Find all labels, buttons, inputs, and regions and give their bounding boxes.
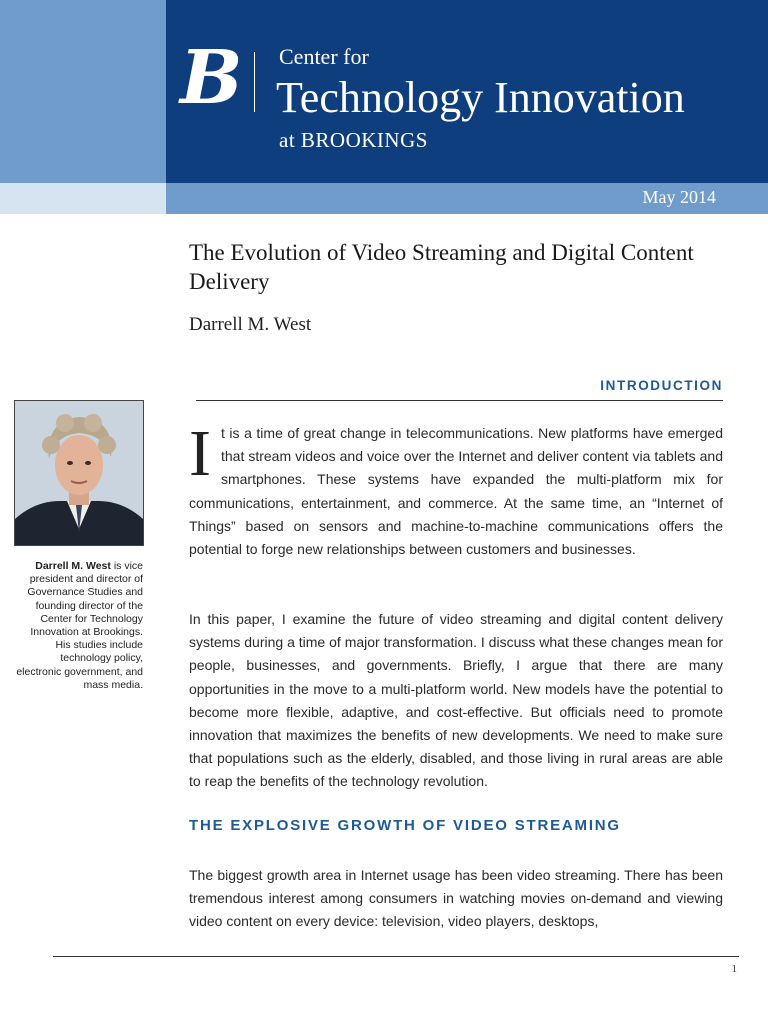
- logo-divider: [254, 52, 255, 112]
- logo-line-1: Center for: [279, 44, 369, 69]
- intro-p1-text: t is a time of great change in telecommunications. New platforms have emerged that stream videos and voice over the Internet and deliver content via tablets and smartphones. These systems have expanded the multi-platform mix for communications, entertainment, and commerce. At the same time, an “Internet of Things” based on sensors and machine-to-machine communications offers the potential to forge new relationships between customers and businesses.: [189, 425, 723, 558]
- introduction-paragraph-1: [189, 417, 723, 561]
- page-number: 1: [731, 963, 737, 975]
- header-band-left: [0, 0, 166, 183]
- brookings-logo-icon: B: [180, 35, 243, 121]
- footer-rule: [53, 956, 739, 957]
- bio-text: is vice president and director of Governance Studies and founding director of the Center for Technology Innovation at Brookings. His studies include technology policy, electronic government, and mass media.: [16, 560, 143, 691]
- bio-name: Darrell M. West: [35, 560, 111, 572]
- drop-cap: I: [189, 417, 211, 490]
- date-strip-left: [0, 183, 166, 214]
- publication-date: May 2014: [642, 187, 716, 207]
- logo-line-3: at BROOKINGS: [279, 128, 428, 152]
- explosive-growth-paragraph-1: The biggest growth area in Internet usage has been video streaming. There has been tremendous interest among consumers in watching movies on-demand and viewing video content on every device: television, video players, desktops,: [189, 867, 723, 930]
- explosive-growth-heading: THE EXPLOSIVE GROWTH OF VIDEO STREAMING: [189, 817, 621, 834]
- paper-title: The Evolution of Video Streaming and Digital Content Delivery: [189, 240, 694, 294]
- author-bio: [14, 560, 143, 692]
- author-portrait-icon: [15, 401, 143, 545]
- introduction-heading: INTRODUCTION: [600, 378, 723, 393]
- introduction-paragraph-2: In this paper, I examine the future of video streaming and digital content delivery systems during a time of major transformation. I discuss what these changes mean for people, businesses, and governments. Briefly, I argue that there are many opportunities in the move to a multi-platform world. New models have the potential to become more flexible, adaptive, and cost-effective. But officials need to promote innovation that maximizes the benefits of new developments. We need to make sure that populations such as the elderly, disabled, and those living in rural areas are able to reap the benefits of the technology revolution.: [189, 611, 723, 790]
- logo-line-2: Technology Innovation: [276, 73, 685, 122]
- author-photo: [14, 400, 144, 546]
- paper-author: Darrell M. West: [189, 314, 312, 335]
- introduction-rule: [196, 400, 723, 401]
